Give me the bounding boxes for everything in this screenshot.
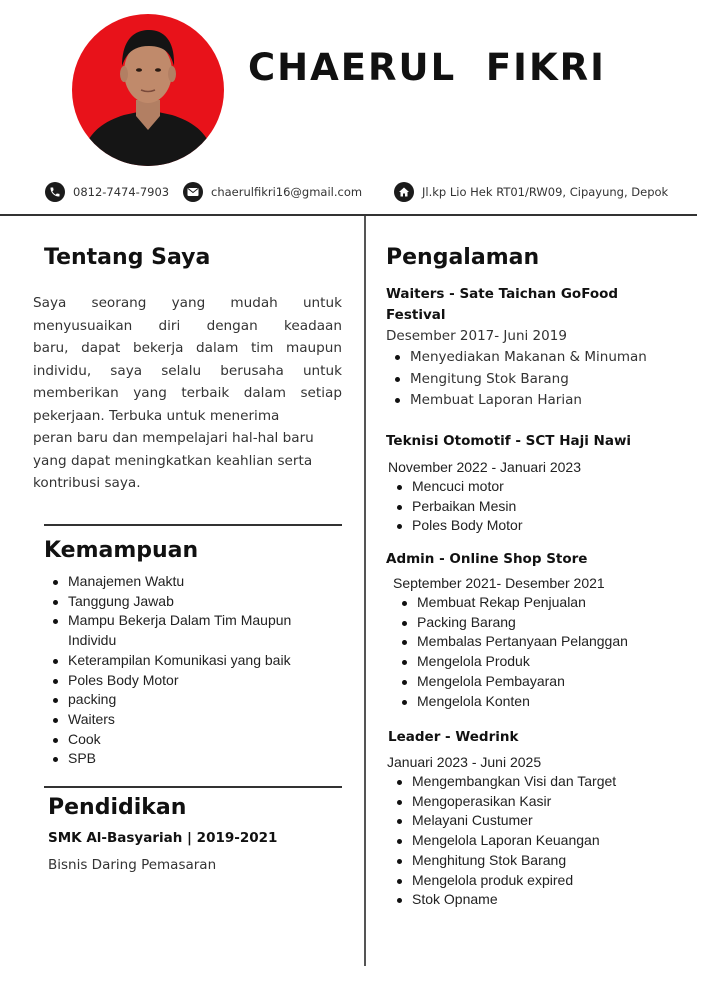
home-address: Jl.kp Lio Hek RT01/RW09, Cipayung, Depok	[422, 185, 669, 199]
skill-item: packing	[48, 690, 318, 710]
job-task: Membalas Pertanyaan Pelanggan	[397, 632, 697, 652]
about-line: individu, saya selalu berusaha untuk	[33, 362, 342, 379]
skill-item: Cook	[48, 730, 318, 750]
education-major: Bisnis Daring Pemasaran	[48, 857, 217, 873]
job-task: Membuat Rekap Penjualan	[397, 593, 697, 613]
about-line: kontribusi saya.	[33, 475, 141, 491]
job-title: Teknisi Otomotif - SCT Haji Nawi	[386, 433, 632, 449]
about-line: baru, dapat bekerja dalam tim maupun	[33, 340, 342, 356]
skill-item: SPB	[48, 749, 318, 769]
home-icon	[394, 182, 414, 202]
about-text	[33, 292, 342, 495]
job-date: September 2021- Desember 2021	[393, 575, 605, 591]
about-heading: Tentang Saya	[44, 245, 211, 270]
job-task: Stok Opname	[392, 890, 692, 910]
contact-email[interactable]	[183, 180, 362, 204]
skills-list	[48, 572, 318, 769]
header-divider	[0, 214, 697, 216]
job-task: Mengelola Pembayaran	[397, 672, 697, 692]
about-line: peran baru dan mempelajari hal-hal baru	[33, 430, 314, 446]
job-task: Menyediakan Makanan & Minuman	[390, 347, 690, 369]
job-task: Mengitung Stok Barang	[390, 369, 690, 391]
candidate-name: CHAERUL FIKRI	[248, 46, 606, 89]
job-date: Januari 2023 - Juni 2025	[387, 754, 542, 770]
job-task: Packing Barang	[397, 613, 697, 633]
job-task: Mengelola Konten	[397, 692, 697, 712]
section-divider	[44, 786, 342, 788]
phone-icon	[45, 182, 65, 202]
about-line: yang dapat meningkatkan keahlian serta	[33, 452, 313, 469]
job-date: Desember 2017- Juni 2019	[386, 328, 567, 344]
job-tasks	[397, 593, 697, 711]
job-task: Mengoperasikan Kasir	[392, 792, 692, 812]
job-task: Mengelola produk expired	[392, 871, 692, 891]
profile-photo	[72, 14, 224, 166]
column-divider	[364, 216, 366, 966]
section-divider	[44, 524, 342, 526]
job-task: Mencuci motor	[392, 477, 692, 497]
job-title: Leader - Wedrink	[388, 729, 519, 745]
skill-item: Tanggung Jawab	[48, 592, 318, 612]
experience-heading: Pengalaman	[386, 245, 540, 270]
skill-item: Poles Body Motor	[48, 671, 318, 691]
job-task: Menghitung Stok Barang	[392, 851, 692, 871]
job-date: November 2022 - Januari 2023	[388, 459, 582, 475]
job-task: Membuat Laporan Harian	[390, 390, 690, 412]
job-task: Poles Body Motor	[392, 516, 692, 536]
job-task: Mengelola Produk	[397, 652, 697, 672]
skill-item: Mampu Bekerja Dalam Tim Maupun Individu	[48, 611, 318, 650]
contact-address[interactable]	[394, 180, 668, 204]
job-title: Waiters - Sate Taichan GoFood Festival	[386, 286, 619, 323]
job-tasks	[392, 477, 692, 536]
mail-icon	[183, 182, 203, 202]
skill-item: Keterampilan Komunikasi yang baik	[48, 651, 318, 671]
job-task: Mengembangkan Visi dan Target	[392, 772, 692, 792]
about-line: memberikan yang terbaik dalam setiap	[33, 385, 342, 401]
education-school: SMK Al-Basyariah | 2019-2021	[48, 830, 278, 846]
skills-heading: Kemampuan	[44, 538, 199, 563]
job-task: Mengelola Laporan Keuangan	[392, 831, 692, 851]
about-line: Saya seorang yang mudah untuk	[33, 295, 342, 311]
about-line: menyusuaikan diri dengan keadaan	[33, 317, 342, 334]
about-line: pekerjaan. Terbuka untuk menerima	[33, 407, 280, 424]
skill-item: Waiters	[48, 710, 318, 730]
person-portrait-icon	[72, 14, 224, 166]
job-title: Admin - Online Shop Store	[386, 551, 588, 567]
contact-bar	[0, 180, 707, 204]
phone-number: 0812-7474-7903	[73, 185, 170, 199]
job-tasks	[390, 347, 690, 412]
education-heading: Pendidikan	[48, 795, 187, 820]
contact-phone[interactable]	[45, 180, 169, 204]
job-task: Melayani Custumer	[392, 811, 692, 831]
job-task: Perbaikan Mesin	[392, 497, 692, 517]
email-address: chaerulfikri16@gmail.com	[211, 185, 363, 199]
job-tasks	[392, 772, 692, 910]
skill-item: Manajemen Waktu	[48, 572, 318, 592]
